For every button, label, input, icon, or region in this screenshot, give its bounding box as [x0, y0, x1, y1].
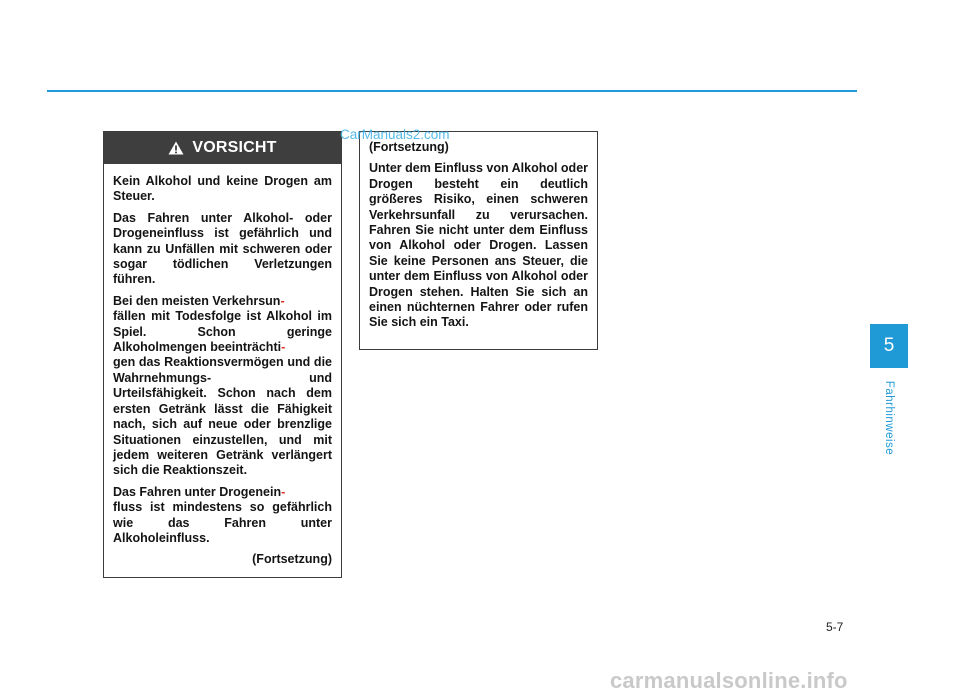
caution-header	[104, 132, 341, 164]
footer-brand: carmanualsonline.info	[610, 668, 848, 693]
hyphen-mark: -	[281, 484, 286, 499]
caution-paragraph-3-part-a: Bei den meisten Verkehrsun	[113, 293, 281, 308]
caution-paragraph-4-part-b: fluss ist mindestens so gefährlich wie das Fahren unter Alkoholeinfluss.	[113, 500, 332, 545]
caution-paragraph-1: Kein Alkohol und keine Drogen am Steuer.	[113, 174, 332, 204]
caution-continued-note: (Fortsetzung)	[252, 552, 332, 567]
chapter-label	[874, 378, 904, 458]
caution-paragraph-2: Das Fahren unter Alkohol- oder Drogeneinfluss ist gefährlich und kann zu Unfällen mit schweren oder sogar tödlichen Verletzungen führen.	[113, 210, 332, 287]
continued-title: (Fortsetzung)	[369, 140, 449, 154]
caution-paragraph-3	[113, 294, 332, 479]
caution-body	[104, 164, 341, 568]
caution-paragraph-3-part-b: fällen mit Todesfolge ist Alkohol im Spiel. Schon geringe Alkoholmengen beeinträchti	[113, 309, 332, 355]
chapter-label-text: Fahrhinweise	[883, 380, 895, 456]
hyphen-mark: -	[281, 340, 286, 355]
watermark: CarManuals2.com	[340, 127, 450, 142]
hyphen-mark: -	[280, 293, 285, 308]
page-number: 5-7	[826, 620, 844, 634]
continued-box	[359, 131, 598, 350]
caution-title: VORSICHT	[192, 139, 277, 156]
caution-paragraph-4	[113, 485, 332, 547]
warning-triangle-icon	[168, 141, 184, 155]
caution-paragraph-3-part-c: gen das Reaktionsvermögen und die Wahrnehmungs- und Urteilsfähigkeit. Schon nach dem ersten Getränk lässt die Fähigkeit nach, sich auf neue oder brenzlige Situationen einzustellen, und mit jedem weiteren Getränk verlängert sich die Reaktionszeit.	[113, 355, 332, 478]
caution-paragraph-4-part-a: Das Fahren unter Drogenein	[113, 484, 282, 499]
continued-body	[360, 132, 597, 331]
caution-box	[103, 131, 342, 578]
top-rule	[47, 90, 857, 92]
continued-paragraph: Unter dem Einfluss von Alkohol oder Drogen besteht ein deutlich größeres Risiko, einen schweren Verkehrsunfall zu verursachen. Fahren Sie nicht unter dem Einfluss von Alkohol oder Drogen. Lassen Sie keine Personen ans Steuer, die unter dem Einfluss von Alkohol oder Drogen stehen. Halten Sie sich an einen nüchternen Fahrer oder rufen Sie sich ein Taxi.	[369, 161, 589, 330]
chapter-tab: 5	[870, 324, 908, 368]
